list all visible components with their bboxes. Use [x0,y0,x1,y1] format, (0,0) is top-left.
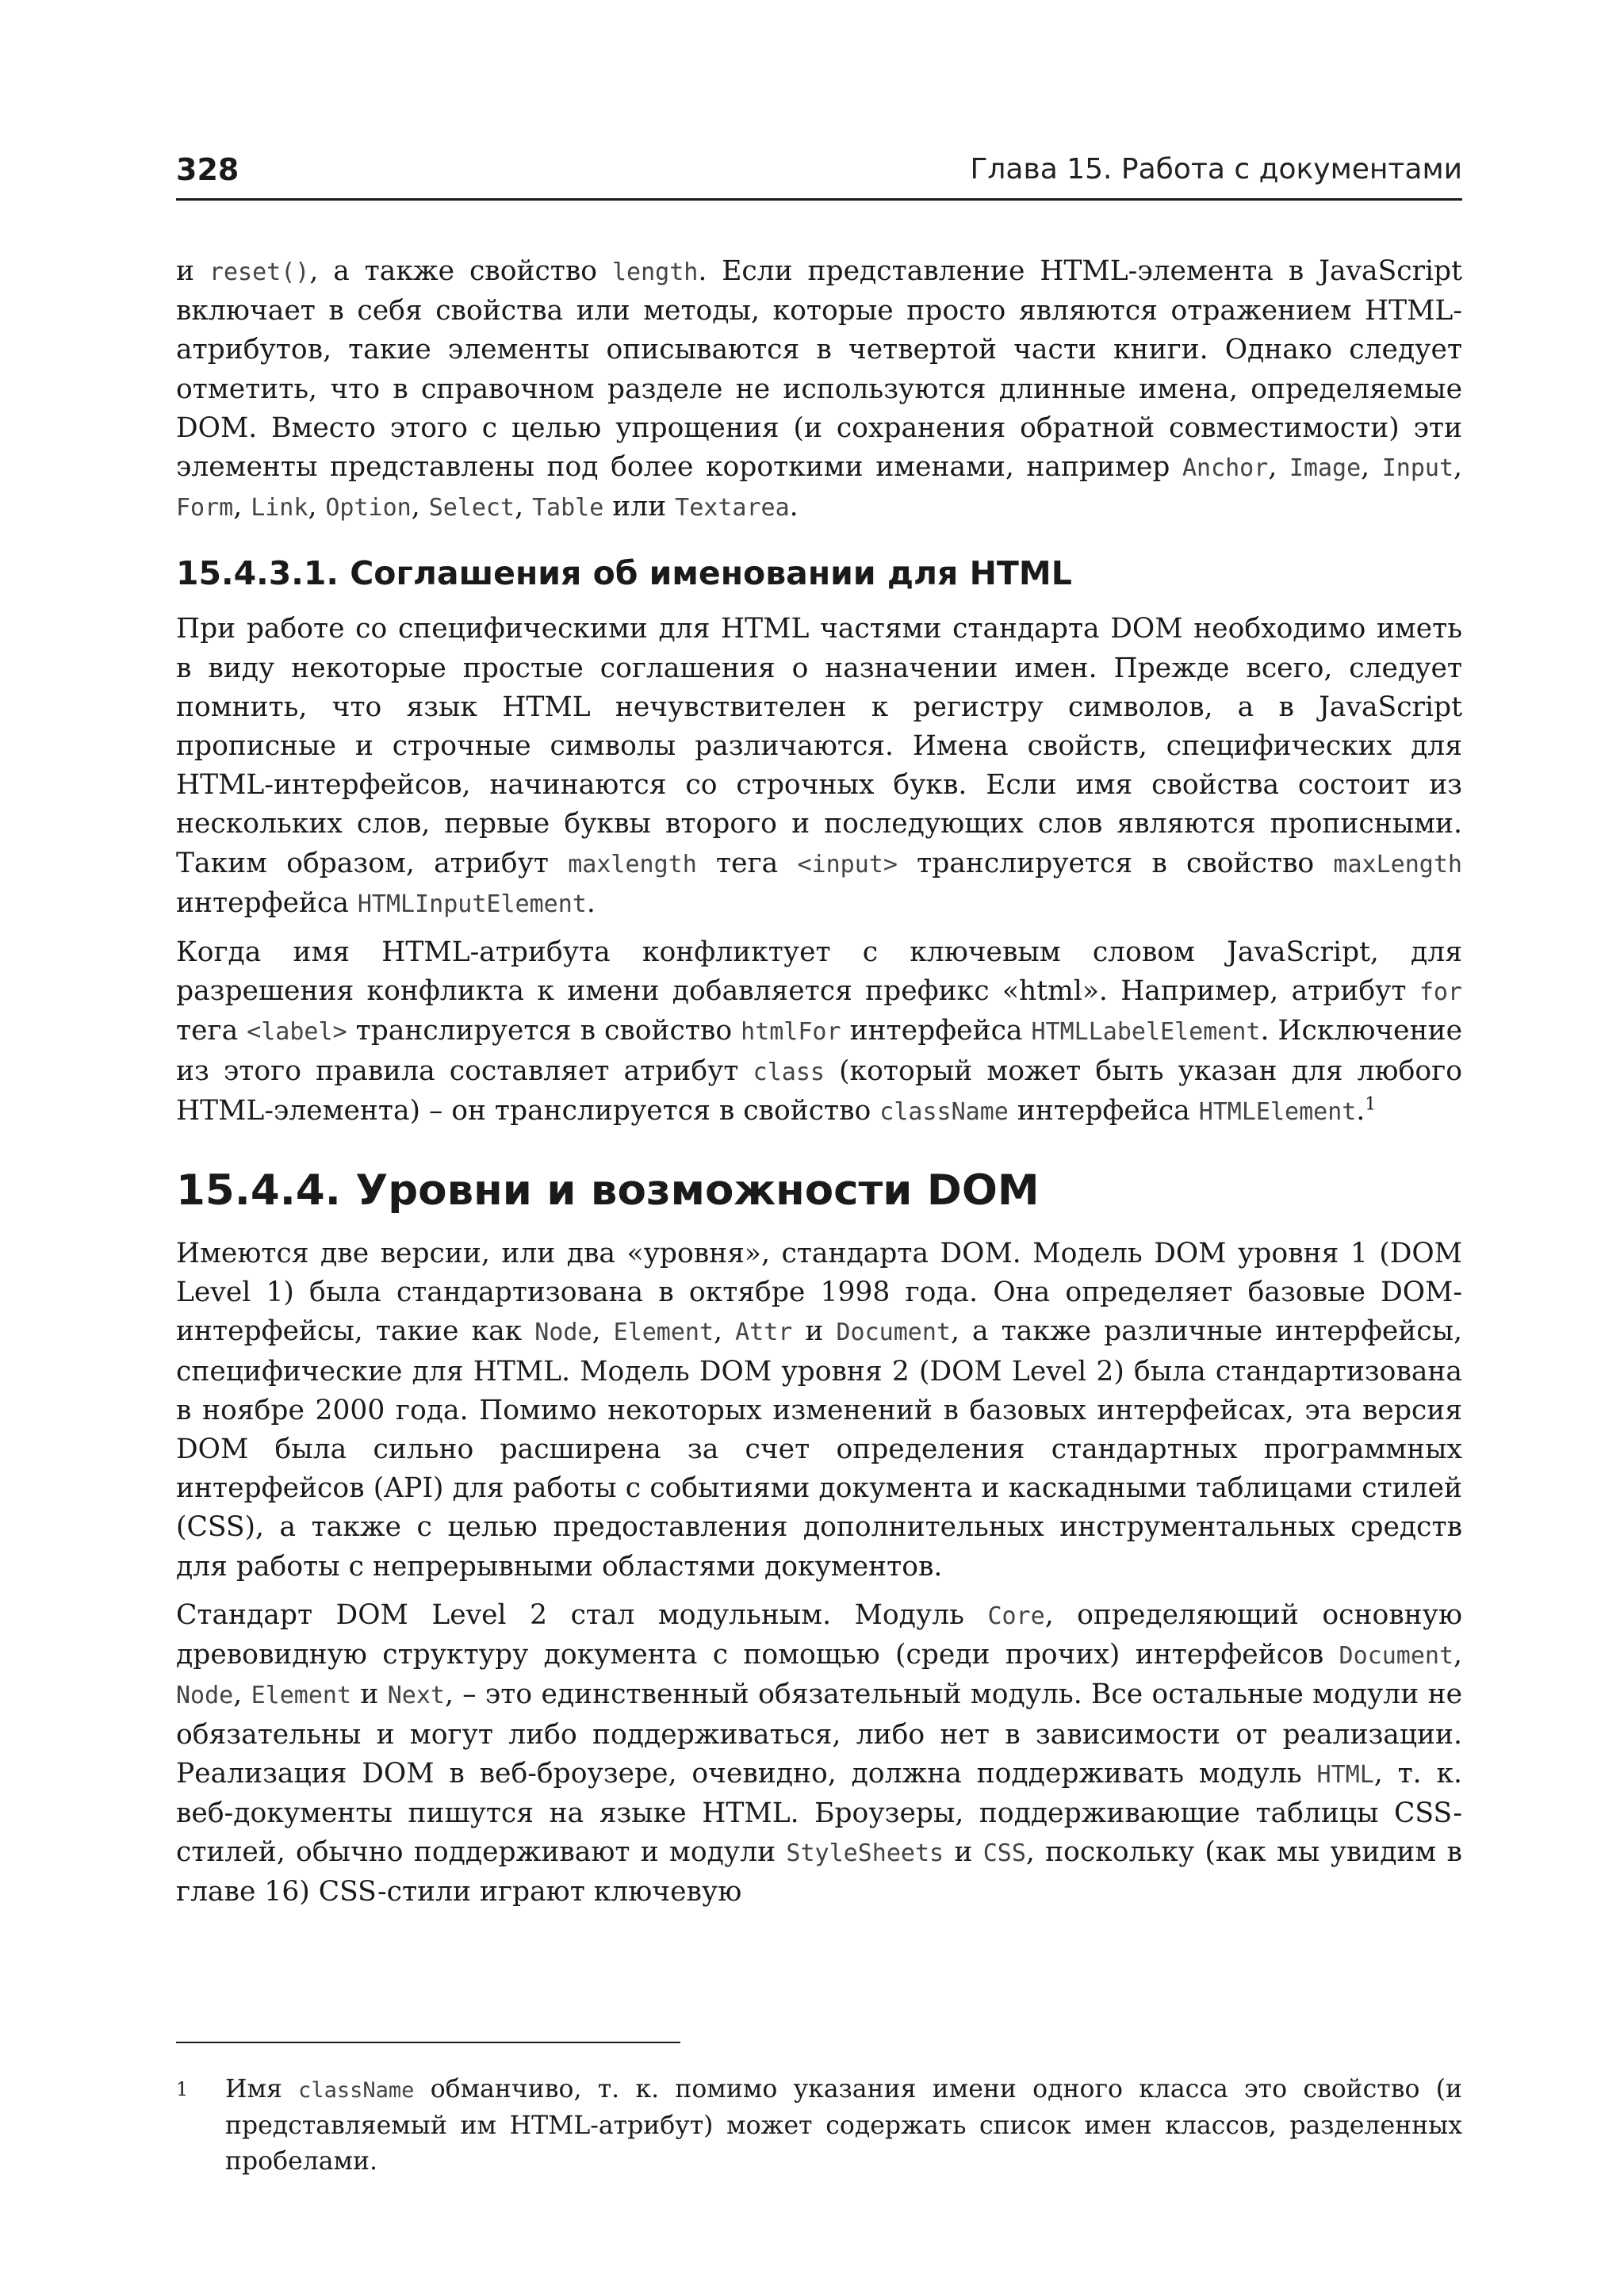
code-span: HTMLLabelElement [1031,1018,1261,1047]
code-span: CSS [982,1839,1026,1868]
code-span: class [753,1058,825,1086]
code-span: Textarea [675,494,790,523]
code-span: Option [325,494,412,523]
code-span: maxlength [568,850,697,879]
code-span: Attr [735,1319,793,1347]
code-span: HTMLElement [1198,1097,1357,1126]
paragraph: Когда имя HTML-атрибута конфликтует с ключевым словом JavaScript, для разрешения конфликта к имени добавляется префикс «html». Например, атрибут for тега <label> транслируется в свойство htmlFor интерфейса HTMLLabelElement. Исключение из этого правила составляет атрибут class (который может быть указан для любого HTML-элемента) – он транслируется в свойство className интерфейса HTMLElement.$^1$ [176,936,1462,1127]
code-span: for [1419,978,1462,1007]
code-span: className [879,1097,1009,1126]
section-heading: 15.4.4. Уровни и возможности DOM [176,1166,1040,1215]
book-page [176,0,1462,2293]
code-span: Element [613,1319,714,1347]
paragraph: и reset(), а также свойство length. Если представление HTML-элемента в JavaScript включает в себя свойства или методы, которые просто являются отражением HTML-атрибутов, такие элементы описываются в четвертой части книги. Однако следует отметить, что в справочном разделе не используются длинные имена, определяемые DOM. Вместо этого с целью упрощения (и сохранения обратной совместимости) эти элементы представлены под более короткими именами, например Anchor, Image, Input, Form, Link, Option, Select, Table или Textarea. [176,255,1462,523]
code-span: <input> [797,850,898,879]
code-span: HTML [1316,1760,1374,1789]
code-span: Element [251,1682,352,1710]
page-header [176,147,1462,201]
code-span: Image [1289,454,1362,483]
code-span: reset() [209,258,310,286]
code-span: Input [1381,454,1454,483]
running-head: Глава 15. Работа с документами [970,153,1462,186]
code-span: Document [836,1319,951,1347]
code-span: Link [251,494,308,523]
code-span: Select [428,494,515,523]
footnote-reference[interactable]: 1 [1365,1094,1377,1115]
code-span: Node [176,1682,234,1710]
paragraph: Имеются две версии, или два «уровня», стандарта DOM. Модель DOM уровня 1 (DOM Level 1) была стандартизована в октябре 1998 года. Она определяет базовые DOM-интерфейсы, такие как Node, Element, Attr и Document, а также различные интерфейсы, специфические для HTML. Модель DOM уровня 2 (DOM Level 2) была стандартизована в ноябре 2000 года. Помимо некоторых изменений в базовых интерфейсах, эта версия DOM была сильно расширена за счет определения стандартных программных интерфейсов (API) для работы с событиями документа и каскадными таблицами стилей (CSS), а также с целью предоставления дополнительных инструментальных средств для работы с непрерывными областями документов. [176,1238,1462,1583]
footnote-marker: 1 [176,2078,189,2100]
paragraph: При работе со специфическими для HTML частями стандарта DOM необходимо иметь в виду некоторые простые соглашения о назначении имен. Прежде всего, следует помнить, что язык HTML нечувствителен к регистру символов, а в JavaScript прописные и строчные символы различаются. Имена свойств, специфических для HTML-интерфейсов, начинаются со строчных букв. Если имя свойства состоит из нескольких слов, первые буквы второго и последующих слов являются прописными. Таким образом, атрибут maxlength тега <input> транслируется в свойство maxLength интерфейса HTMLInputElement. [176,613,1462,919]
page-number: 328 [176,152,239,187]
code-span: maxLength [1333,850,1462,879]
code-span: Form [176,494,234,523]
code-span: Next [387,1682,445,1710]
code-span: HTMLInputElement [357,890,587,918]
footnote-divider [176,2042,680,2043]
code-span: Table [532,494,604,523]
code-span: StyleSheets [786,1839,944,1868]
subsection-heading: 15.4.3.1. Соглашения об именовании для HTML [176,554,1072,593]
footnote [176,2072,1462,2180]
body-text [176,252,1462,1922]
code-span: length [611,258,699,286]
code-span: Node [534,1319,592,1347]
code-span: Anchor [1182,454,1269,483]
paragraph: Стандарт DOM Level 2 стал модульным. Модуль Core, определяющий основную древовидную структуру документа с помощью (среди прочих) интерфейсов Document, Node, Element и Next, – это единственный обязательный модуль. Все остальные модули не обязательны и могут либо поддерживаться, либо нет в зависимости от реализации. Реализация DOM в веб-броузере, очевидно, должна поддерживать модуль HTML, т. к. веб-документы пишутся на языке HTML. Броузеры, поддерживающие таблицы CSS-стилей, обычно поддерживают и модули StyleSheets и CSS, поскольку (как мы увидим в главе 16) CSS-стили играют ключевую [176,1598,1463,1908]
code-span: <label> [247,1018,347,1047]
code-span: className [298,2078,415,2103]
footnote-text: Имя className обманчиво, т. к. помимо указания имени одного класса это свойство (и представляемый им HTML-атрибут) может содержать список имен классов, разделенных пробелами. [225,2075,1462,2176]
code-span: htmlFor [741,1018,841,1047]
code-span: Document [1339,1642,1454,1671]
code-span: Core [987,1602,1045,1630]
